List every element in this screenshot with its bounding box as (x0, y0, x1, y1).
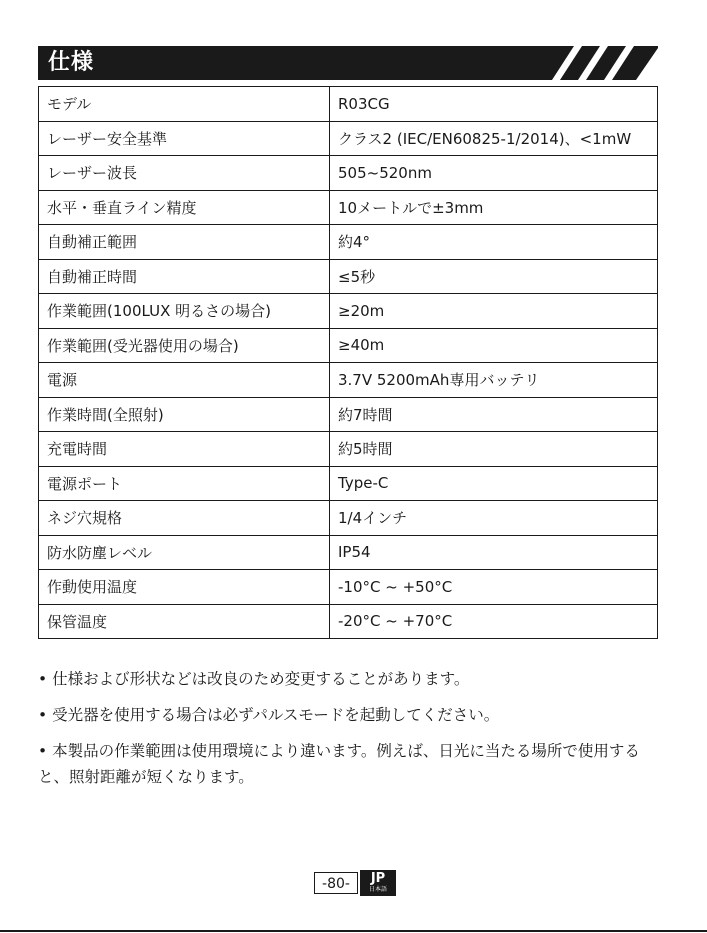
table-row (39, 535, 658, 570)
table-row (39, 501, 658, 536)
table-row (39, 190, 658, 225)
spec-label: 作動使用温度 (39, 570, 330, 605)
bottom-divider (0, 930, 707, 932)
spec-value: IP54 (330, 535, 658, 570)
spec-value: 3.7V 5200mAh専用バッテリ (330, 363, 658, 398)
table-row (39, 604, 658, 639)
spec-value: ≥20m (330, 294, 658, 329)
spec-value: 約5時間 (330, 432, 658, 467)
spec-label: レーザー波長 (39, 156, 330, 191)
language-name: 日本語 (368, 886, 387, 893)
note-item: • 本製品の作業範囲は使用環境により違います。例えば、日光に当たる場所で使用すると、照射距離が短くなります。 (38, 742, 640, 786)
spec-value: Type-C (330, 466, 658, 501)
table-row (39, 570, 658, 605)
spec-table (38, 86, 658, 639)
language-badge (360, 870, 396, 896)
spec-label: 防水防塵レベル (39, 535, 330, 570)
spec-value: 1/4インチ (330, 501, 658, 536)
spec-label: 保管温度 (39, 604, 330, 639)
spec-label: モデル (39, 87, 330, 122)
spec-label: 作業時間(全照射) (39, 397, 330, 432)
table-row (39, 87, 658, 122)
spec-label: 自動補正範囲 (39, 225, 330, 260)
notes-list (38, 666, 668, 800)
spec-label: 作業範囲(受光器使用の場合) (39, 328, 330, 363)
spec-value: クラス2 (IEC/EN60825-1/2014)、<1mW (330, 121, 658, 156)
table-row (39, 363, 658, 398)
spec-label: 作業範囲(100LUX 明るさの場合) (39, 294, 330, 329)
spec-label: 充電時間 (39, 432, 330, 467)
table-row (39, 121, 658, 156)
table-row (39, 294, 658, 329)
section-header (38, 46, 658, 80)
table-row (39, 259, 658, 294)
spec-value: 505~520nm (330, 156, 658, 191)
table-row (39, 225, 658, 260)
page-number: -80- (314, 872, 358, 894)
spec-value: 約4° (330, 225, 658, 260)
spec-value: R03CG (330, 87, 658, 122)
language-code: JP (370, 871, 386, 886)
spec-value: -10°C ~ +50°C (330, 570, 658, 605)
header-stripes-graphic (38, 46, 658, 80)
table-row (39, 156, 658, 191)
spec-label: 電源 (39, 363, 330, 398)
spec-value: ≥40m (330, 328, 658, 363)
spec-value: 約7時間 (330, 397, 658, 432)
note-item: • 仕様および形状などは改良のため変更することがあります。 (38, 670, 470, 688)
table-row (39, 466, 658, 501)
spec-label: レーザー安全基準 (39, 121, 330, 156)
spec-label: 電源ポート (39, 466, 330, 501)
spec-value: -20°C ~ +70°C (330, 604, 658, 639)
table-row (39, 328, 658, 363)
note-item: • 受光器を使用する場合は必ずパルスモードを起動してください。 (38, 706, 500, 724)
spec-label: 自動補正時間 (39, 259, 330, 294)
table-row (39, 432, 658, 467)
page-title: 仕様 (48, 50, 95, 75)
spec-value: ≤5秒 (330, 259, 658, 294)
spec-label: ネジ穴規格 (39, 501, 330, 536)
spec-label: 水平・垂直ライン精度 (39, 190, 330, 225)
table-row (39, 397, 658, 432)
spec-value: 10メートルで±3mm (330, 190, 658, 225)
